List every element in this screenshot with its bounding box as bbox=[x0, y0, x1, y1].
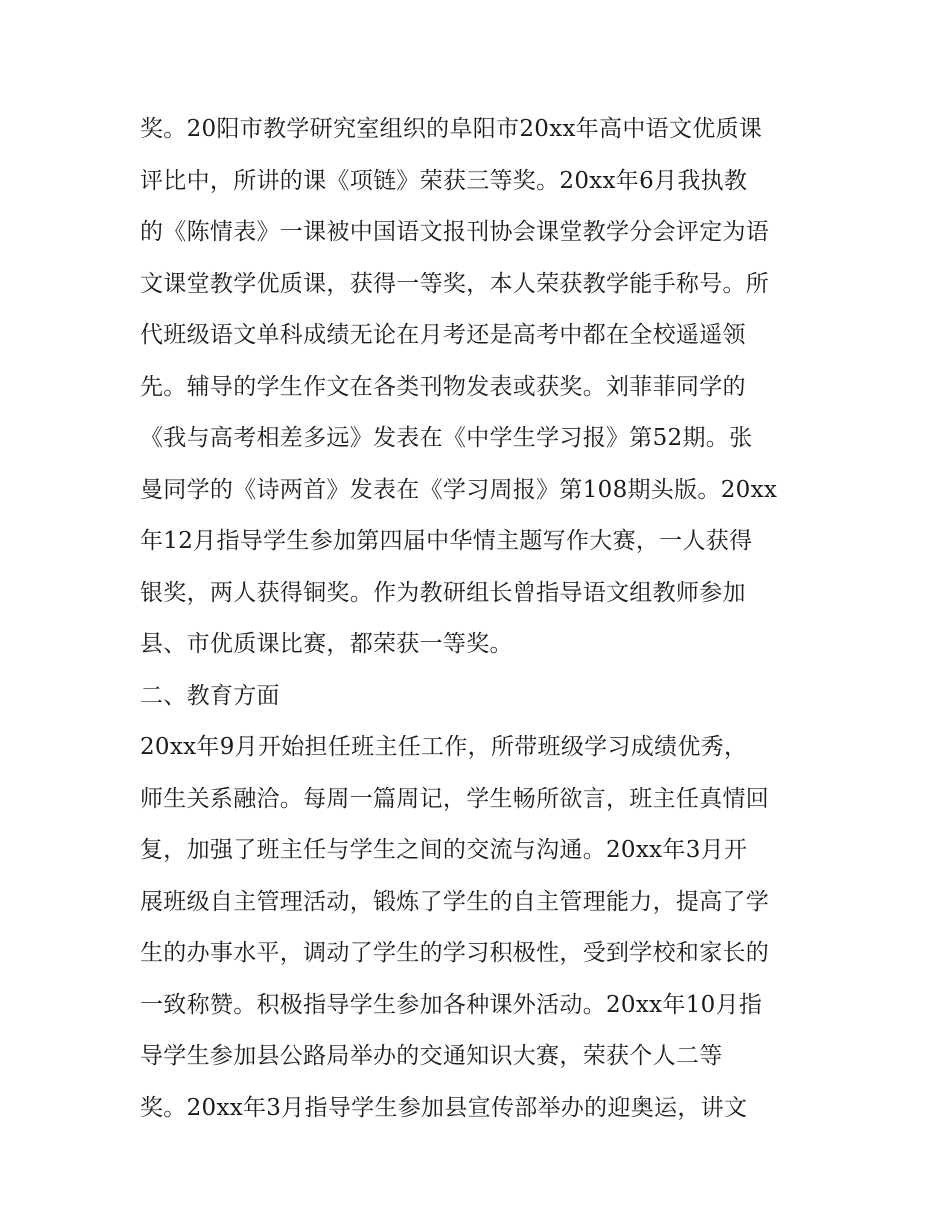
text-line: 先。辅导的学生作文在各类刊物发表或获奖。刘菲菲同学的 bbox=[140, 373, 746, 400]
text-line: 生的办事水平，调动了学生的学习积极性，受到学校和家长的 bbox=[140, 940, 770, 966]
text-line: 年12月指导学生参加第四届中华情主题写作大赛，一人获得 bbox=[140, 528, 753, 554]
body-text bbox=[140, 104, 820, 1134]
text-line: 文课堂教学优质课，获得一等奖，本人荣获教学能手称号。所 bbox=[140, 270, 770, 297]
text-line: 师生关系融洽。每周一篇周记，学生畅所欲言，班主任真情回 bbox=[140, 785, 770, 812]
text-line: 的《陈情表》一课被中国语文报刊协会课堂教学分会评定为语 bbox=[140, 219, 770, 245]
text-line: 展班级自主管理活动，锻炼了学生的自主管理能力，提高了学 bbox=[140, 888, 770, 915]
text-line: 县、市优质课比赛，都荣获一等奖。 bbox=[140, 631, 513, 657]
text-line: 代班级语文单科成绩无论在月考还是高考中都在全校遥遥领 bbox=[140, 322, 746, 348]
text-line: 评比中，所讲的课《项链》荣获三等奖。20xx年6月我执教 bbox=[140, 167, 748, 194]
text-line: 《我与高考相差多远》发表在《中学生学习报》第52期。张 bbox=[140, 425, 753, 451]
text-line: 一致称赞。积极指导学生参加各种课外活动。20xx年10月指 bbox=[140, 991, 763, 1018]
text-line: 奖。20xx年3月指导学生参加县宣传部举办的迎奥运，讲文 bbox=[140, 1094, 748, 1121]
text-line: 导学生参加县公路局举办的交通知识大赛，荣获个人二等 bbox=[140, 1043, 723, 1069]
text-line: 银奖，两人获得铜奖。作为教研组长曾指导语文组教师参加 bbox=[140, 579, 746, 606]
text-line: 20xx年9月开始担任班主任工作，所带班级学习成绩优秀， bbox=[140, 734, 748, 760]
section-heading: 二、教育方面 bbox=[140, 682, 280, 709]
text-line: 曼同学的《诗两首》发表在《学习周报》第108期头版。20xx bbox=[140, 476, 778, 503]
text-line: 奖。20阳市教学研究室组织的阜阳市20xx年高中语文优质课 bbox=[140, 116, 763, 142]
text-line: 复，加强了班主任与学生之间的交流与沟通。20xx年3月开 bbox=[140, 837, 748, 863]
